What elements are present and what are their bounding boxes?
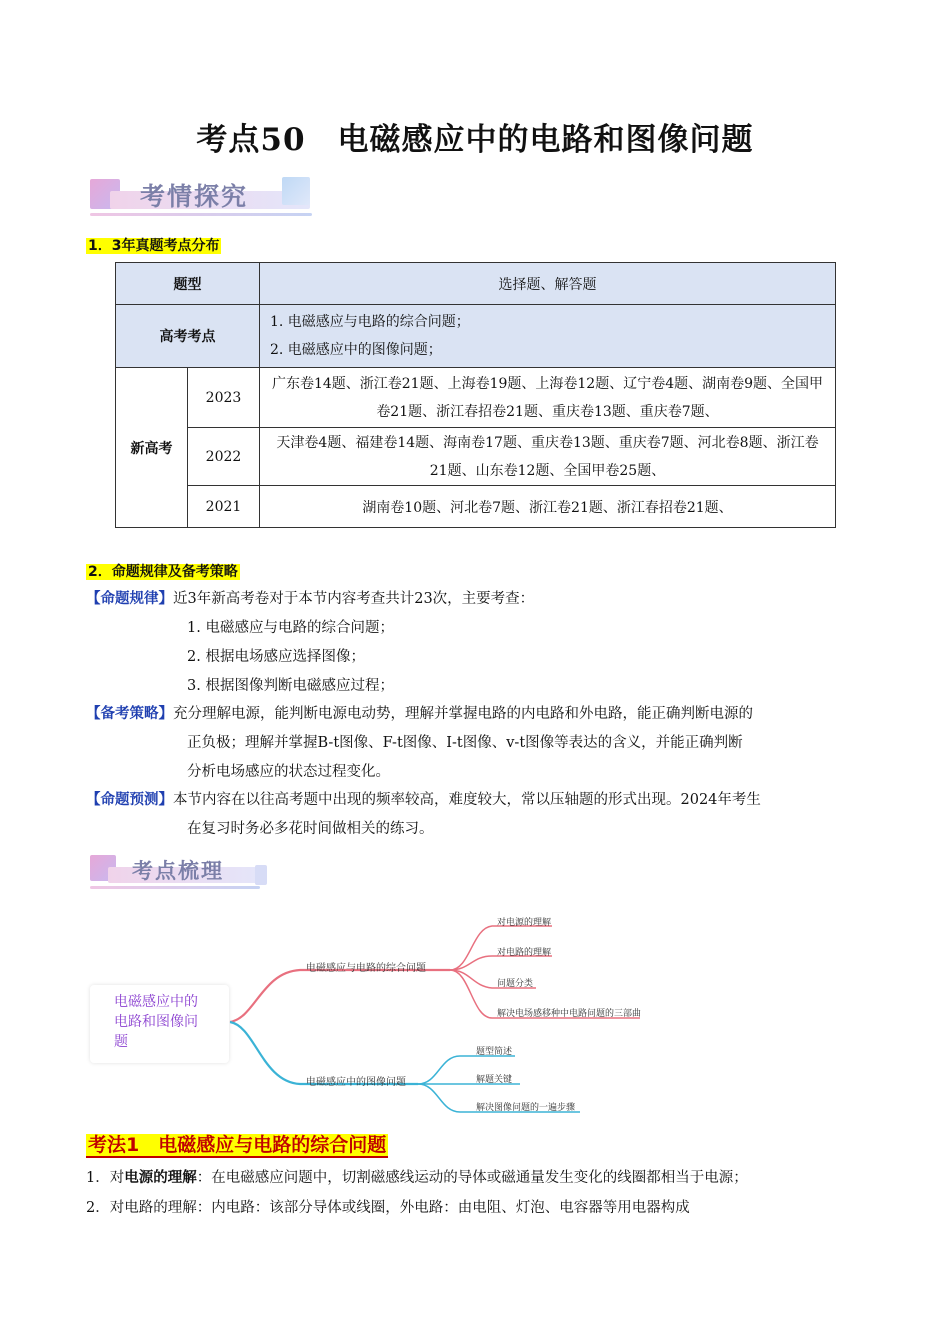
mindmap-connectors bbox=[0, 900, 950, 1125]
mindmap-leaf: 解题关键 bbox=[476, 1075, 513, 1085]
exam-distribution-table bbox=[115, 262, 836, 528]
table-year-detail: 天津卷4题、福建卷14题、海南卷17题、重庆卷13题、重庆卷7题、河北卷8题、浙江卷21题、山东卷12题、全国甲卷25题、 bbox=[260, 428, 836, 486]
strategy-line: 分析电场感应的状态过程变化。 bbox=[187, 764, 390, 780]
table-year-detail: 广东卷14题、浙江卷21题、上海卷19题、上海卷12题、辽宁卷4题、湖南卷9题、全国甲卷21题、浙江春招卷21题、重庆卷13题、重庆卷7题、 bbox=[260, 368, 836, 428]
mindmap-root-line: 电磁感应中的 bbox=[114, 994, 198, 1010]
method-heading: 考法1 电磁感应与电路的综合问题 bbox=[88, 1134, 387, 1156]
table-value-type: 选择题、解答题 bbox=[260, 263, 836, 305]
mindmap-leaf: 对电路的理解 bbox=[497, 948, 552, 958]
mindmap-root-line: 电路和图像问 bbox=[114, 1014, 198, 1030]
rule-text: 近3年新高考卷对于本节内容考查共计23次，主要考查： bbox=[173, 591, 535, 607]
table-year: 2021 bbox=[188, 486, 260, 528]
forecast-line: 在复习时务必多花时间做相关的练习。 bbox=[187, 821, 434, 837]
p1-prefix: 1．对 bbox=[86, 1170, 125, 1186]
mindmap-branch-1: 电磁感应与电路的综合问题 bbox=[306, 963, 426, 974]
mindmap-leaf: 问题分类 bbox=[497, 979, 534, 989]
rule-item: 3. 根据图像判断电磁感应过程； bbox=[187, 678, 394, 694]
section-banner-exam-analysis bbox=[90, 175, 312, 217]
table-label-type: 题型 bbox=[116, 263, 260, 305]
mindmap-leaf: 解决图像问题的一遍步骤 bbox=[476, 1103, 576, 1113]
page-title: 考点50 电磁感应中的电路和图像问题 bbox=[196, 122, 754, 158]
strategy-tag: 【备考策略】 bbox=[86, 706, 173, 722]
p1-bold: 电源的理解 bbox=[124, 1170, 197, 1186]
section-heading-distribution: 1．3年真题考点分布 bbox=[88, 238, 220, 254]
mindmap-leaf: 解决电场感移种中电路问题的三部曲 bbox=[497, 1009, 642, 1019]
table-value-points bbox=[260, 305, 836, 368]
body-paragraph-1 bbox=[86, 1164, 886, 1193]
body-paragraph-2: 2．对电路的理解：内电路：该部分导体或线圈，外电路：由电阻、灯泡、电容器等用电器构成 bbox=[86, 1200, 690, 1216]
strategy-line: 充分理解电源，能判断电源电动势，理解并掌握电路的内电路和外电路，能正确判断电源的 bbox=[173, 706, 753, 722]
point-item: 1. 电磁感应与电路的综合问题； bbox=[270, 314, 470, 330]
table-label-points: 高考考点 bbox=[116, 305, 260, 368]
forecast-tag: 【命题预测】 bbox=[86, 792, 173, 808]
strategy-paragraph bbox=[86, 700, 876, 729]
section-banner-key-points bbox=[90, 853, 270, 891]
mindmap-branch-2: 电磁感应中的图像问题 bbox=[306, 1077, 406, 1088]
point-item: 2. 电磁感应中的图像问题； bbox=[270, 342, 442, 358]
rule-tag: 【命题规律】 bbox=[86, 591, 173, 607]
table-year: 2023 bbox=[188, 368, 260, 428]
rule-item: 1. 电磁感应与电路的综合问题； bbox=[187, 620, 394, 636]
section-heading-strategy: 2．命题规律及备考策略 bbox=[88, 564, 238, 580]
rule-item: 2. 根据电场感应选择图像； bbox=[187, 649, 365, 665]
strategy-line: 正负极；理解并掌握B-t图像、F-t图像、I-t图像、v-t图像等表达的含义，并能正确判断 bbox=[187, 735, 743, 751]
p1-rest: ：在电磁感应问题中，切割磁感线运动的导体或磁通量发生变化的线圈都相当于电源； bbox=[196, 1170, 748, 1186]
mindmap-root-line: 题 bbox=[114, 1034, 128, 1050]
mindmap-leaf: 对电源的理解 bbox=[497, 918, 552, 928]
banner-title: 考情探究 bbox=[140, 182, 249, 211]
forecast-paragraph bbox=[86, 786, 876, 815]
table-year: 2022 bbox=[188, 428, 260, 486]
table-group-label: 新高考 bbox=[116, 368, 188, 528]
forecast-line: 本节内容在以往高考题中出现的频率较高，难度较大，常以压轴题的形式出现。2024年考生 bbox=[173, 792, 761, 808]
table-year-detail: 湖南卷10题、河北卷7题、浙江卷21题、浙江春招卷21题、 bbox=[260, 486, 836, 528]
rule-paragraph bbox=[86, 585, 876, 614]
mindmap-leaf: 题型简述 bbox=[476, 1047, 513, 1057]
banner-title: 考点梳理 bbox=[132, 859, 224, 883]
